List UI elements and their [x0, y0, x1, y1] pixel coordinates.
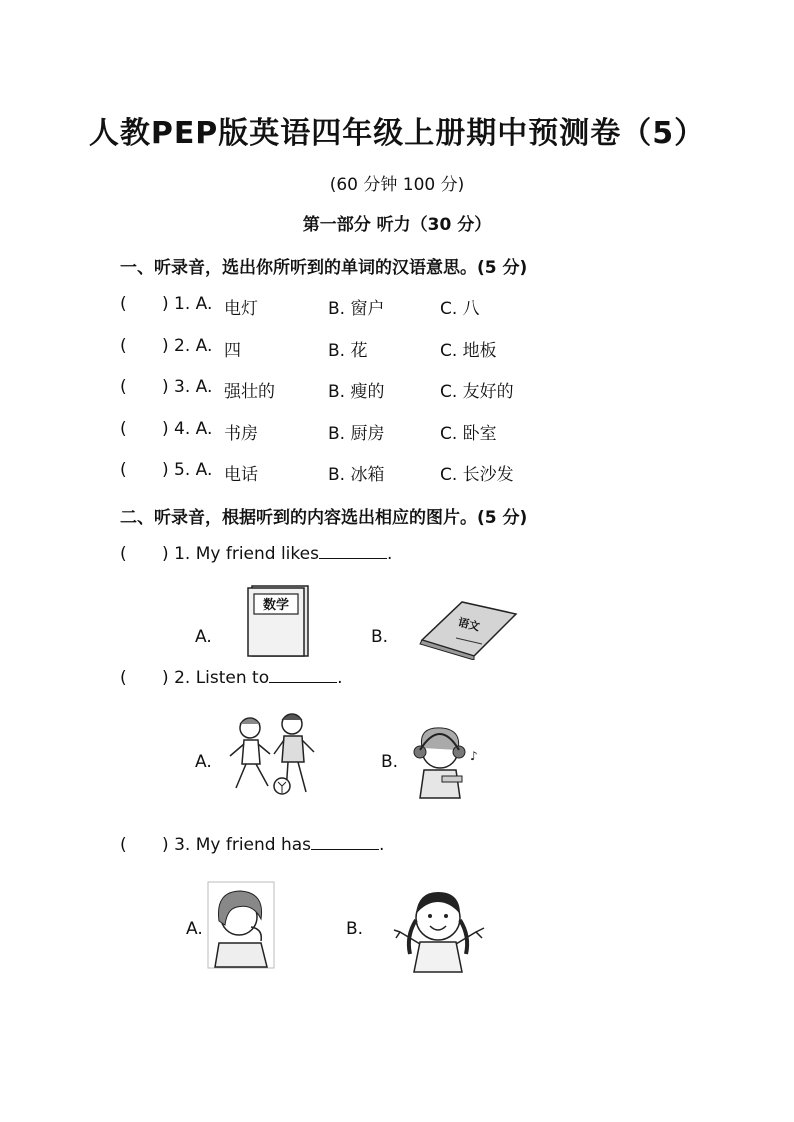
answer-paren[interactable]: ( [120, 419, 127, 439]
option-b-label: B. [381, 752, 399, 772]
answer-paren[interactable]: ( [120, 835, 127, 855]
option-b-label: B. [371, 627, 389, 647]
exam-duration-score: (60 分钟 100 分) [329, 175, 465, 195]
section-two-question: ( ) 1. My friend likes . [120, 544, 393, 564]
answer-blank [311, 835, 379, 850]
girl-short-hair-icon [207, 881, 275, 969]
math-book-label: 数学 [262, 598, 290, 613]
math-book-icon [246, 584, 312, 658]
girl-listening-music-icon [404, 720, 488, 800]
section-two-question: ( ) 2. Listen to . [120, 668, 343, 688]
boys-playing-football-icon [224, 708, 326, 798]
option-a-label: A. [195, 752, 212, 772]
section-two-heading: 二、听录音，根据听到的内容选出相应的图片。(5 分) [120, 508, 528, 528]
option-a-label: A. [195, 627, 212, 647]
girl-braids-icon [390, 884, 488, 974]
answer-blank [269, 668, 337, 683]
answer-paren[interactable]: ( [120, 544, 127, 564]
answer-paren[interactable]: ( [120, 668, 127, 688]
chinese-book-icon [416, 600, 518, 660]
answer-paren[interactable]: ( [120, 294, 127, 314]
part-one-heading: 第一部分 听力（30 分） [302, 215, 492, 235]
page-title: 人教PEP版英语四年级上册期中预测卷（5） [88, 116, 706, 151]
answer-paren[interactable]: ( [120, 336, 127, 356]
option-b-label: B. [346, 919, 364, 939]
option-a-label: A. [186, 919, 203, 939]
section-two-question: ( ) 3. My friend has . [120, 835, 385, 855]
svg-text:♪: ♪ [470, 749, 478, 763]
chinese-book-label: 语文 [456, 615, 482, 634]
section-one-heading: 一、听录音，选出你所听到的单词的汉语意思。(5 分) [120, 258, 528, 278]
answer-paren[interactable]: ( [120, 377, 127, 397]
answer-paren[interactable]: ( [120, 460, 127, 480]
answer-blank [319, 544, 387, 559]
